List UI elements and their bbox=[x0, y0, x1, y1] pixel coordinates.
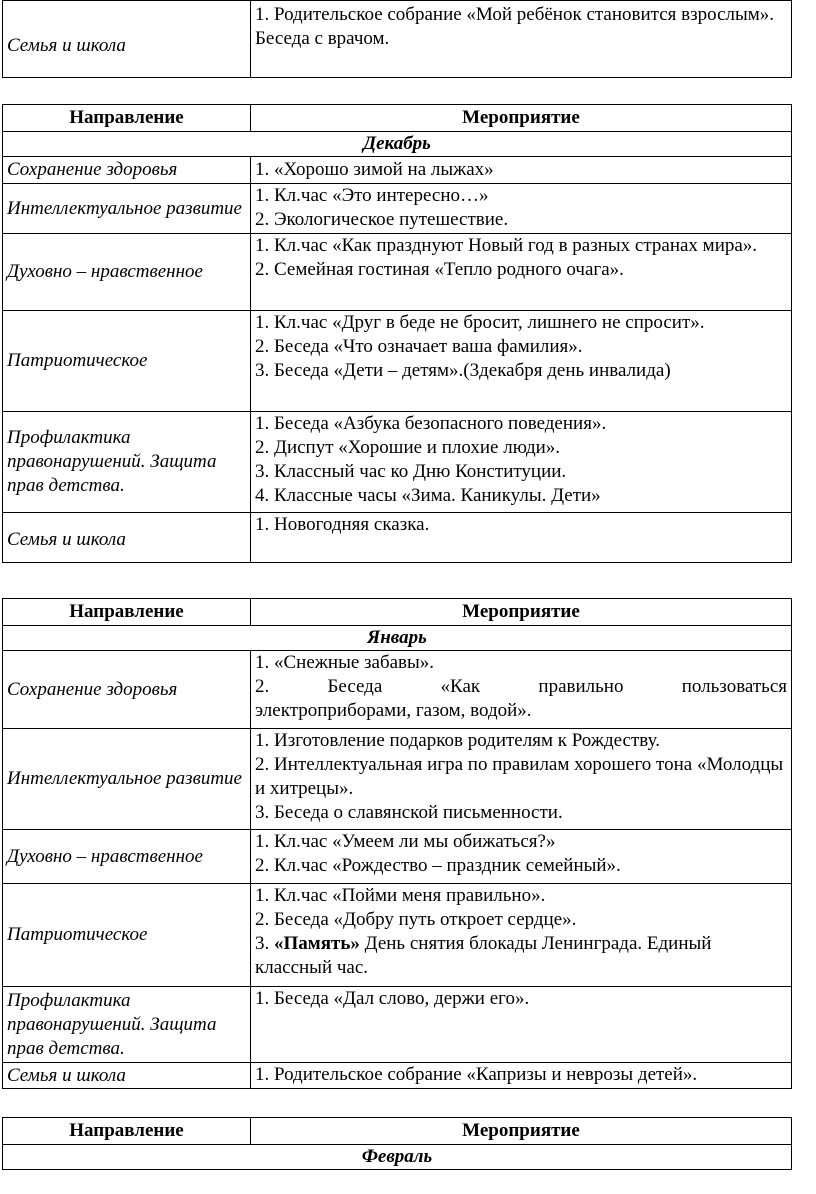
direction-cell: Сохранение здоровья bbox=[3, 651, 251, 729]
word: Беседа bbox=[327, 676, 383, 697]
activity-line: 1. Изготовление подарков родителям к Рождеству. bbox=[255, 730, 660, 751]
activity-line: 2. Семейная гостиная «Тепло родного очага». bbox=[255, 259, 624, 280]
direction-cell: Духовно – нравственное bbox=[3, 830, 251, 884]
table-row bbox=[3, 729, 792, 830]
activity-line: 1. «Снежные забавы». bbox=[255, 652, 435, 673]
activities-cell bbox=[251, 311, 792, 412]
activity-line: 2. Диспут «Хорошие и плохие люди». bbox=[255, 437, 561, 458]
activity-line: 2. Беседа «Что означает ваша фамилия». bbox=[255, 336, 583, 357]
activity-line: 2. Интеллектуальная игра по правилам хорошего тона «Молодцы и хитрецы». bbox=[255, 754, 784, 799]
header-direction: Направление bbox=[3, 599, 251, 626]
bold-title: «Память» bbox=[274, 933, 360, 954]
month-row bbox=[3, 132, 792, 157]
activities-cell bbox=[251, 234, 792, 311]
table-row bbox=[3, 830, 792, 884]
activity-line: 1. Родительское собрание «Капризы и неврозы детей». bbox=[255, 1064, 698, 1085]
activity-line: 3. Классный час ко Дню Конституции. bbox=[255, 461, 567, 482]
activity-line: 1. Кл.час «Умеем ли мы обижаться?» bbox=[255, 831, 556, 852]
activity-line: 3. Беседа о славянской письменности. bbox=[255, 802, 563, 823]
table-row bbox=[3, 184, 792, 234]
activity-line: 1. Кл.час «Друг в беде не бросит, лишнего не спросит». bbox=[255, 312, 705, 333]
table-row bbox=[3, 1, 792, 78]
month-title: Февраль bbox=[3, 1145, 792, 1170]
header-direction: Направление bbox=[3, 105, 251, 132]
activity-line: 2. Экологическое путешествие. bbox=[255, 209, 509, 230]
month-title: Декабрь bbox=[3, 132, 792, 157]
direction-cell: Интеллектуальное развитие bbox=[3, 184, 251, 234]
direction-cell: Профилактика правонарушений. Защита прав детства. bbox=[3, 987, 251, 1063]
direction-cell: Интеллектуальное развитие bbox=[3, 729, 251, 830]
activity-rest: День снятия блокады Ленинграда. Единый классный час. bbox=[255, 933, 712, 978]
table-row bbox=[3, 884, 792, 987]
header-row bbox=[3, 105, 792, 132]
activities-cell bbox=[251, 157, 792, 184]
header-row bbox=[3, 1118, 792, 1145]
month-row bbox=[3, 626, 792, 651]
direction-cell: Семья и школа bbox=[3, 1, 251, 78]
activity-line: 1. Новогодняя сказка. bbox=[255, 514, 430, 535]
direction-cell: Профилактика правонарушений. Защита прав детства. bbox=[3, 412, 251, 513]
month-title: Январь bbox=[3, 626, 792, 651]
direction-cell: Семья и школа bbox=[3, 513, 251, 563]
direction-cell: Духовно – нравственное bbox=[3, 234, 251, 311]
direction-cell: Патриотическое bbox=[3, 884, 251, 987]
activities-cell bbox=[251, 830, 792, 884]
activity-line: 1. Кл.час «Это интересно…» bbox=[255, 185, 489, 206]
activity-line-continued: электроприборами, газом, водой». bbox=[255, 700, 532, 721]
header-activity: Мероприятие bbox=[251, 1118, 792, 1145]
january-table bbox=[2, 598, 792, 1089]
activity-line: 1. «Хорошо зимой на лыжах» bbox=[255, 159, 494, 180]
table-row bbox=[3, 651, 792, 729]
activity-line: 2. Беседа «Добру путь откроет сердце». bbox=[255, 909, 577, 930]
word: правильно bbox=[538, 676, 624, 697]
activity-line: 1. Беседа «Дал слово, держи его». bbox=[255, 988, 530, 1009]
activity-line: 1. Кл.час «Как празднуют Новый год в разных странах мира». bbox=[255, 235, 758, 256]
table-row bbox=[3, 234, 792, 311]
activities-cell bbox=[251, 184, 792, 234]
top-table bbox=[2, 0, 792, 78]
word: 2. bbox=[255, 676, 270, 697]
table-row bbox=[3, 412, 792, 513]
february-table bbox=[2, 1117, 792, 1170]
activities-cell bbox=[251, 412, 792, 513]
activities-cell bbox=[251, 1063, 792, 1089]
activities-cell bbox=[251, 1, 792, 78]
table-row bbox=[3, 987, 792, 1063]
activities-cell bbox=[251, 513, 792, 563]
table-row bbox=[3, 513, 792, 563]
direction-cell: Семья и школа bbox=[3, 1063, 251, 1089]
table-row bbox=[3, 1063, 792, 1089]
direction-cell: Патриотическое bbox=[3, 311, 251, 412]
activity-line bbox=[255, 675, 787, 723]
header-activity: Мероприятие bbox=[251, 599, 792, 626]
header-activity: Мероприятие bbox=[251, 105, 792, 132]
justified-first-line bbox=[255, 675, 787, 699]
header-row bbox=[3, 599, 792, 626]
activity-number: 3. bbox=[255, 933, 274, 954]
direction-cell: Сохранение здоровья bbox=[3, 157, 251, 184]
activities-cell bbox=[251, 884, 792, 987]
table-row bbox=[3, 157, 792, 184]
month-row bbox=[3, 1145, 792, 1170]
header-direction: Направление bbox=[3, 1118, 251, 1145]
activities-cell bbox=[251, 987, 792, 1063]
december-table bbox=[2, 104, 792, 563]
table-row bbox=[3, 311, 792, 412]
activities-cell bbox=[251, 651, 792, 729]
activity-line: 4. Классные часы «Зима. Каникулы. Дети» bbox=[255, 485, 601, 506]
activity-line: 1. Родительское собрание «Мой ребёнок становится взрослым». Беседа с врачом. bbox=[255, 4, 775, 49]
activity-line: 1. Кл.час «Пойми меня правильно». bbox=[255, 885, 546, 906]
word: пользоваться bbox=[681, 676, 787, 697]
word: «Как bbox=[440, 676, 481, 697]
activities-cell bbox=[251, 729, 792, 830]
activity-line bbox=[255, 932, 787, 980]
activity-line: 2. Кл.час «Рождество – праздник семейный». bbox=[255, 855, 621, 876]
activity-line: 3. Беседа «Дети – детям».(3декабря день инвалида) bbox=[255, 360, 671, 381]
activity-line: 1. Беседа «Азбука безопасного поведения». bbox=[255, 413, 607, 434]
